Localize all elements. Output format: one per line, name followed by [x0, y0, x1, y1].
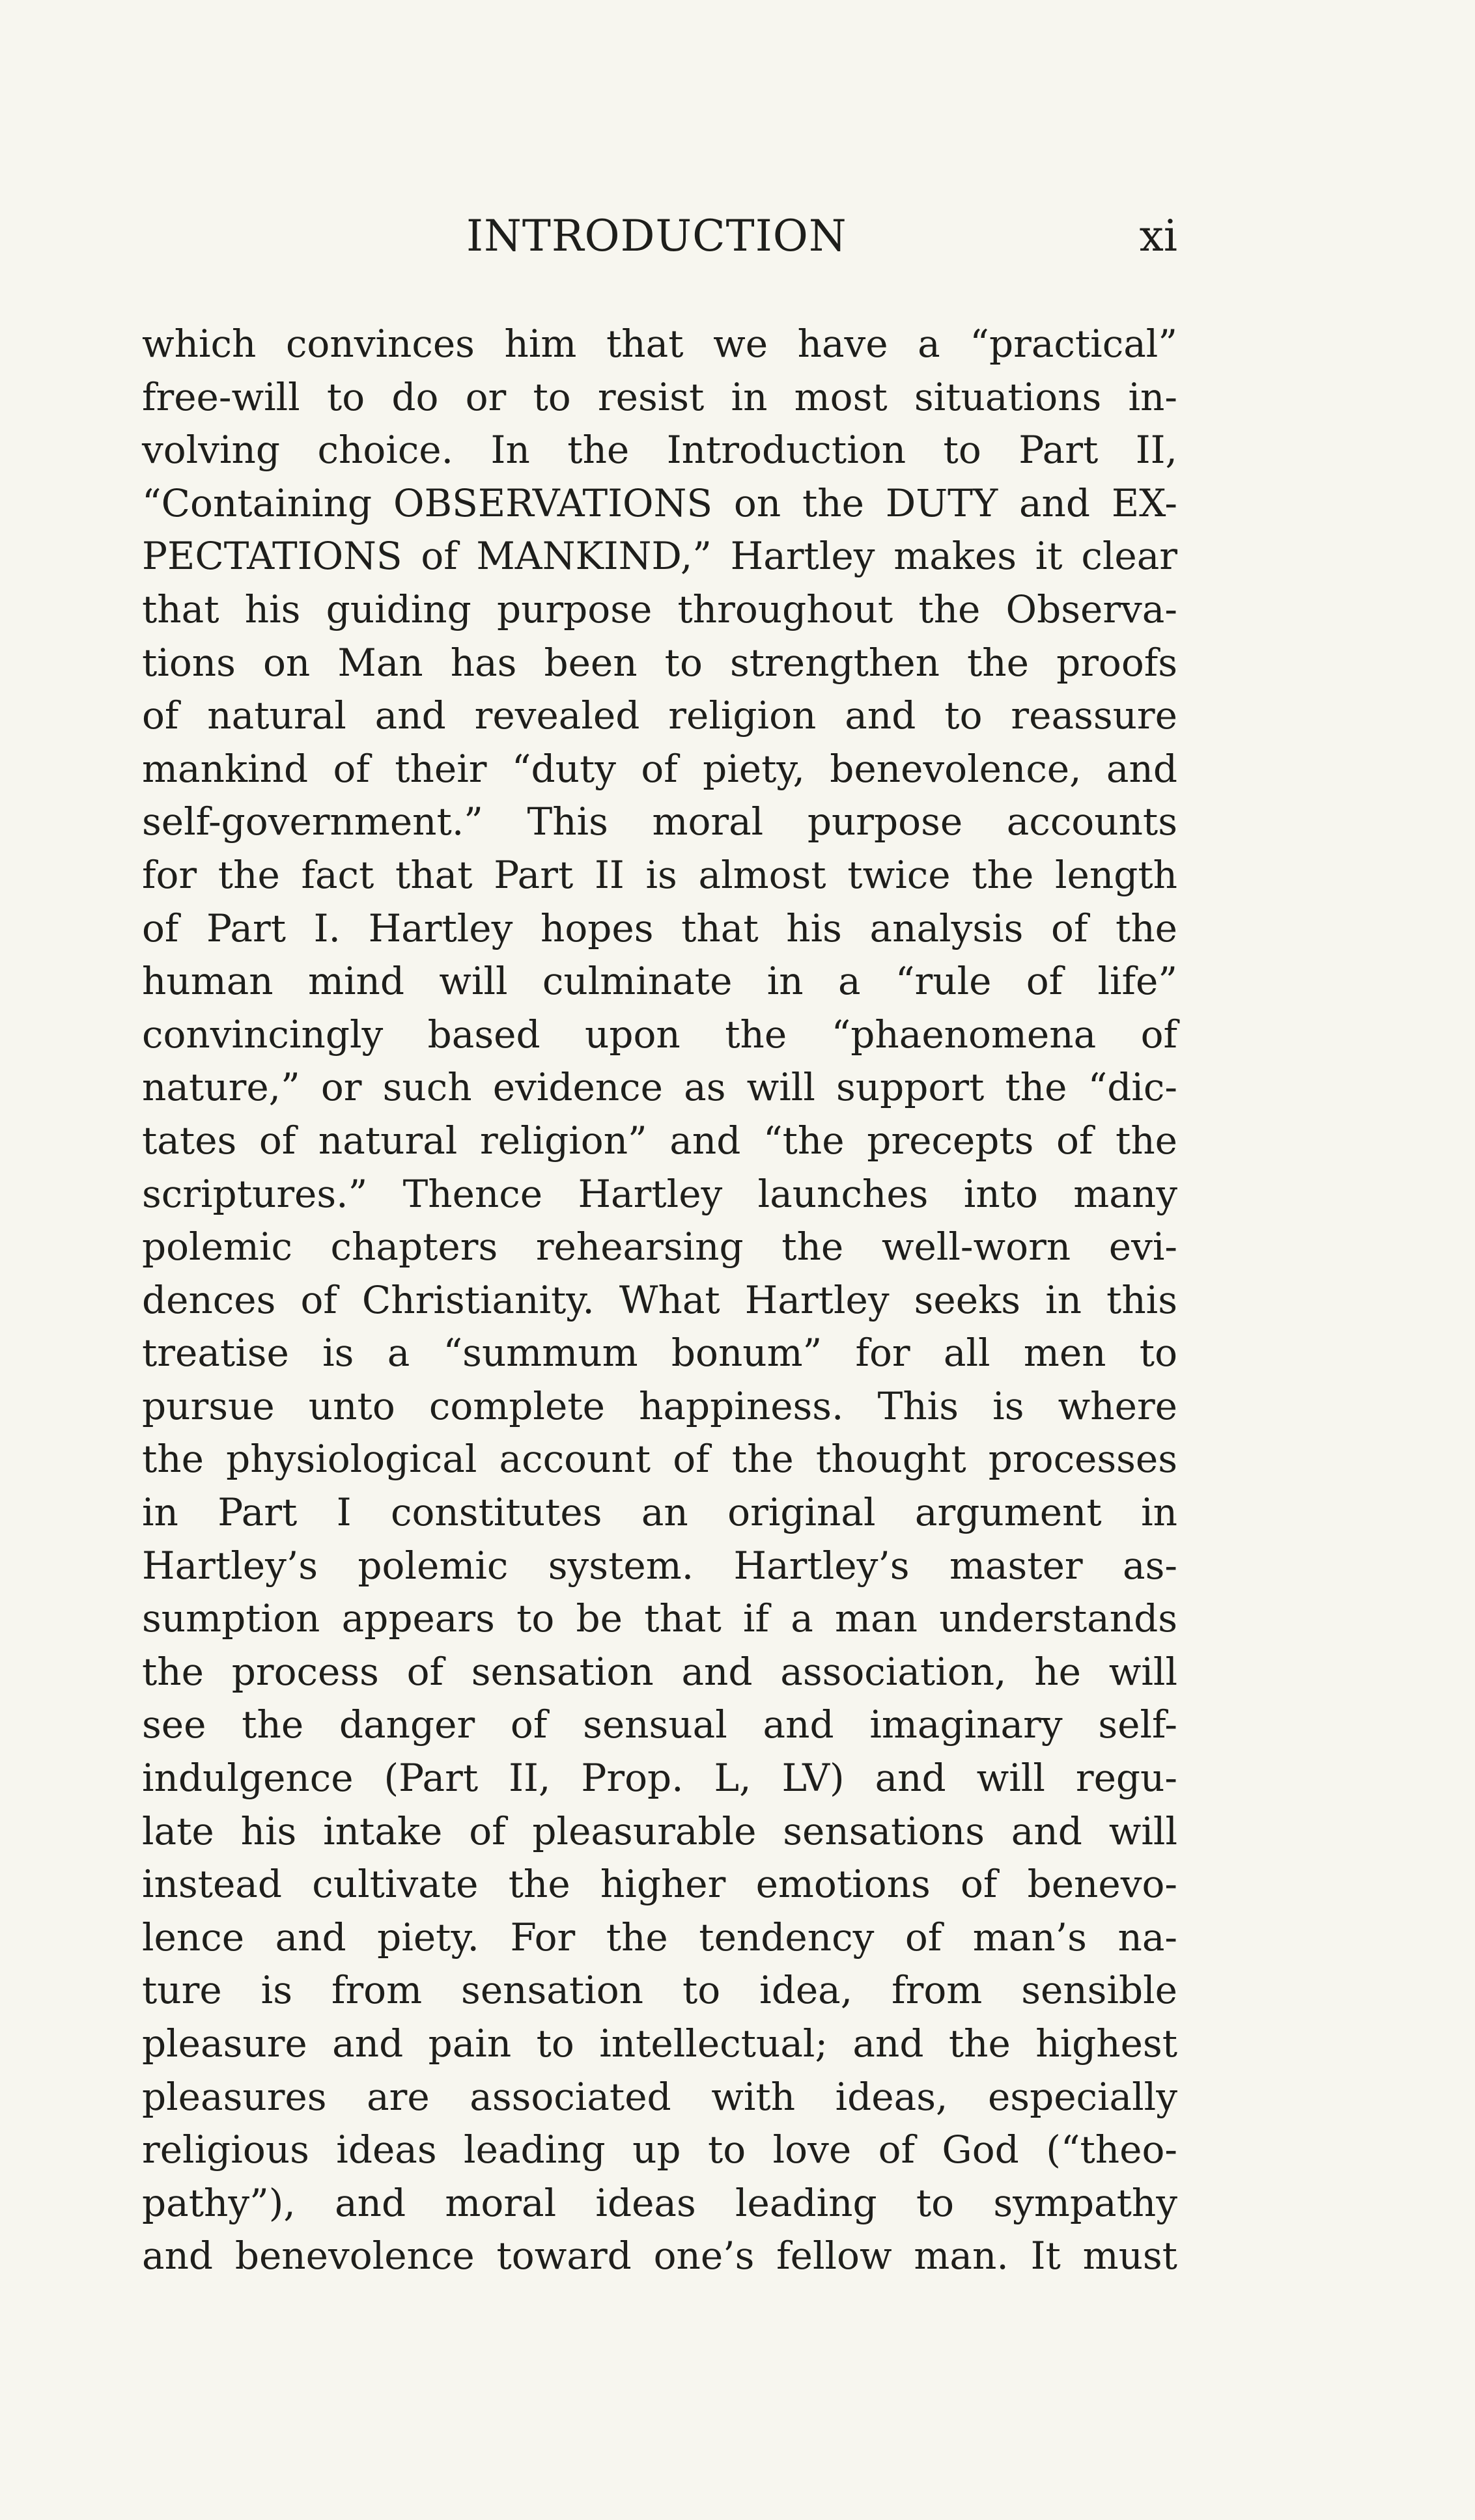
text-line: the process of sensation and association, he will — [142, 1649, 1177, 1694]
text-line: volving choice. In the Introduction to Part II, — [142, 428, 1177, 473]
text-line: ture is from sensation to idea, from sensible — [142, 1968, 1177, 2013]
chapter-title: INTRODUCTION — [466, 211, 847, 261]
text-line: pleasures are associated with ideas, especially — [142, 2074, 1177, 2119]
text-line: “Containing OBSERVATIONS on the DUTY and EX- — [142, 480, 1177, 525]
text-line: polemic chapters rehearsing the well-worn evi- — [142, 1225, 1177, 1269]
text-line: pursue unto complete happiness. This is where — [142, 1383, 1177, 1428]
text-line: indulgence (Part II, Prop. L, LV) and will regu- — [142, 1756, 1177, 1801]
page-number: xi — [1139, 211, 1177, 261]
text-line: Hartley’s polemic system. Hartley’s master as- — [142, 1543, 1177, 1588]
text-line: tates of natural religion” and “the precepts of the — [142, 1118, 1177, 1163]
text-line: mankind of their “duty of piety, benevolence, and — [142, 746, 1177, 791]
text-line: and benevolence toward one’s fellow man. It must — [142, 2234, 1177, 2278]
text-line: pathy”), and moral ideas leading to sympathy — [142, 2180, 1177, 2225]
text-line: instead cultivate the higher emotions of benevo- — [142, 1862, 1177, 1907]
text-line: of Part I. Hartley hopes that his analysis of the — [142, 906, 1177, 950]
running-head — [142, 207, 1177, 266]
text-line: tions on Man has been to strengthen the proofs — [142, 640, 1177, 685]
text-line: treatise is a “summum bonum” for all men to — [142, 1331, 1177, 1376]
text-line: for the fact that Part II is almost twice the length — [142, 852, 1177, 897]
text-line: of natural and revealed religion and to reassure — [142, 693, 1177, 738]
text-line: human mind will culminate in a “rule of life” — [142, 959, 1177, 1004]
body-text — [142, 318, 1177, 2283]
text-line: free-will to do or to resist in most situations in- — [142, 374, 1177, 419]
text-line: nature,” or such evidence as will support the “dic- — [142, 1065, 1177, 1110]
text-line: sumption appears to be that if a man understands — [142, 1596, 1177, 1641]
text-line: lence and piety. For the tendency of man’s na- — [142, 1915, 1177, 1959]
text-line: which convinces him that we have a “practical” — [142, 322, 1177, 366]
text-line: self-government.” This moral purpose accounts — [142, 799, 1177, 844]
text-line: see the danger of sensual and imaginary self- — [142, 1702, 1177, 1747]
text-line: late his intake of pleasurable sensations and will — [142, 1808, 1177, 1853]
text-line: religious ideas leading up to love of God (“theo- — [142, 2127, 1177, 2172]
text-line: dences of Christianity. What Hartley seeks in this — [142, 1277, 1177, 1322]
text-line: PECTATIONS of MANKIND,” Hartley makes it clear — [142, 534, 1177, 579]
text-line: the physiological account of the thought processes — [142, 1437, 1177, 1482]
text-line: convincingly based upon the “phaenomena of — [142, 1012, 1177, 1057]
text-line: in Part I constitutes an original argument in — [142, 1490, 1177, 1535]
text-line: that his guiding purpose throughout the Observa- — [142, 587, 1177, 631]
text-line: scriptures.” Thence Hartley launches into many — [142, 1171, 1177, 1216]
text-line: pleasure and pain to intellectual; and the highest — [142, 2021, 1177, 2066]
